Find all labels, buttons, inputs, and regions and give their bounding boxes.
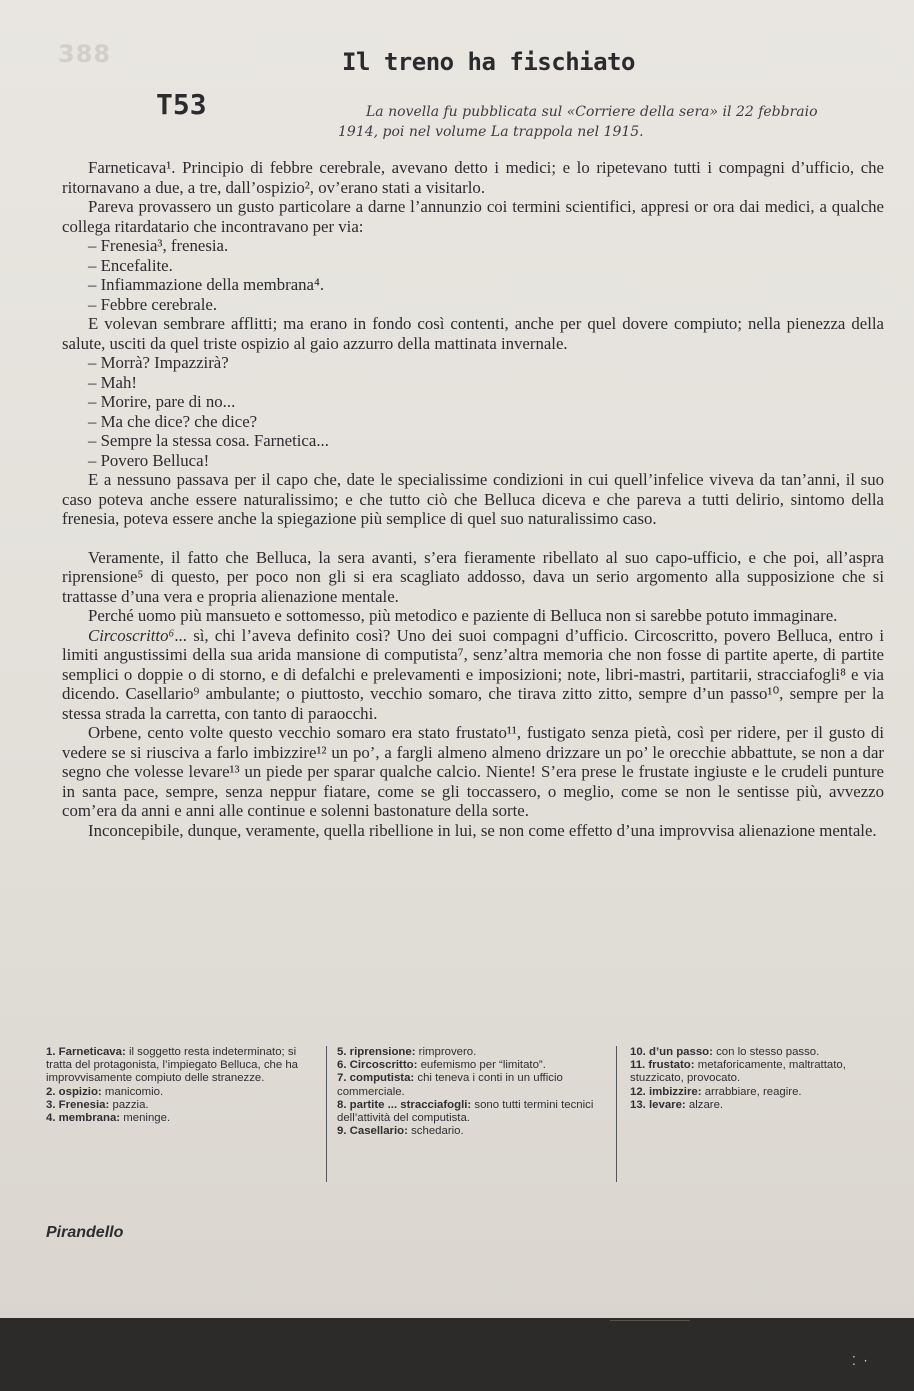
dialogue-line: – Mah!: [88, 372, 137, 392]
column-divider: [326, 1046, 327, 1182]
publication-note-line-2: 1914, poi nel volume La trappola nel 1915.: [338, 124, 644, 140]
column-divider: [616, 1046, 617, 1182]
paragraph: Pareva provassero un gusto particolare a darne l’annunzio coi termini scientifici, appresi or ora dai medici, a qualche collega ritardatario che incontravano per via:: [62, 197, 884, 236]
paragraph: E a nessuno passava per il capo che, date le specialissime condizioni in cui quell’infelice viveva da tan’anni, il suo caso poteva anche essere naturalissimo; e che tutto ciò che Belluca diceva e che pareva a tutti delirio, sintomo della frenesia, poteva essere anche la spiegazione più semplice di quel suo naturalissimo caso.: [62, 470, 884, 528]
footnotes-column-3: [630, 1046, 902, 1112]
paragraph: Farneticava¹. Principio di febbre cerebrale, avevano detto i medici; e lo ripetevano tutti i compagni d’ufficio, che ritornavano a due, a tre, dall’ospizio², ov’erano stati a visitarlo.: [62, 158, 884, 197]
paragraph: Perché uomo più mansueto e sottomesso, più metodico e paziente di Belluca non si sarebbe potuto immaginare.: [88, 606, 838, 625]
dialogue-line: – Febbre cerebrale.: [88, 294, 218, 314]
page-number: 388: [58, 40, 112, 68]
footnote: 13. levare: alzare.: [630, 1098, 724, 1111]
footnote: 6. Circoscritto: eufemismo per “limitato”.: [337, 1059, 546, 1072]
footnote: 9. Casellario: schedario.: [337, 1125, 464, 1138]
dialogue-line: – Povero Belluca!: [88, 450, 210, 470]
paragraph-text: ... sì, chi l’aveva definito così? Uno dei suoi compagni d’ufficio. Circoscritto, povero Belluca, entro i limiti angustissimi della sua arida mansione di computista⁷, senz’altra memoria che non fosse di partite aperte, di partite semplici o doppie o di storno, e di defalchi e prelevamenti e imposizioni; note, libri-mastri, partitarii, stracciafogli⁸ e via dicendo. Casellario⁹ ambulante; o piuttosto, vecchio somaro, che tirava zitto zitto, sempre d’un passo¹⁰, sempre per la stessa strada la carretta, con tanto di paraocchi.: [62, 625, 884, 723]
dialogue-line: – Morrà? Impazzirà?: [88, 353, 229, 372]
author-name: Pirandello: [46, 1224, 124, 1241]
footnotes-column-1: [46, 1046, 318, 1125]
dialogue-line: – Infiammazione della membrana⁴.: [88, 275, 325, 294]
footnote: 10. d’un passo: con lo stesso passo.: [630, 1046, 820, 1058]
dialogue-line: – Sempre la stessa cosa. Farnetica...: [88, 431, 329, 450]
dialogue-line: – Morire, pare di no...: [88, 392, 236, 411]
dots-icon: ⁚ ·: [852, 1354, 870, 1368]
paragraph: Veramente, il fatto che Belluca, la sera avanti, s’era fieramente ribellato al suo capo-ufficio, e che poi, all’aspra riprensione⁵ di questo, per poco non gli si era scagliato addosso, dava un serio argomento alla supposizione che si trattasse d’una vera e propria alienazione mentale.: [62, 547, 884, 606]
text-code: T53: [156, 88, 207, 121]
footnote: 12. imbizzire: arrabbiare, reagire.: [630, 1085, 802, 1098]
paragraph: Orbene, cento volte questo vecchio somaro era stato frustato¹¹, fustigato senza pietà, così per ridere, per il gusto di vedere se si riusciva a farlo imbizzire¹² un po’, a fargli almeno almeno drizzare un po’ le orecchie abbattute, se non a dar segno che volesse levare¹³ un piede per sparar qualche calcio. Niente! S’era prese le frustate ingiuste e le crudeli punture in santa pace, sempre, senza neppur fiatare, come se gli toccassero, o meglio, come se non le sentisse più, avvezzo com’era da anni e anni alle continue e solenni bastonature della sorte.: [62, 723, 884, 820]
dialogue-line: – Encefalite.: [88, 255, 173, 275]
footnote: 4. membrana: meninge.: [46, 1112, 171, 1125]
paragraph: Inconcepibile, dunque, veramente, quella ribellione in lui, se non come effetto d’una improvvisa alienazione mentale.: [88, 820, 877, 840]
footnote: 11. frustato: metaforicamente, maltrattato, stuzzicato, provocato.: [630, 1059, 846, 1085]
paragraph: E volevan sembrare afflitti; ma erano in fondo così contenti, anche per quel dovere compiuto; nella pienezza della salute, usciti da quel triste ospizio al gaio azzurro della mattinata invernale.: [62, 314, 884, 353]
dialogue-line: – Ma che dice? che dice?: [88, 411, 258, 431]
footnotes-column-2: [337, 1046, 609, 1138]
italic-term: Circoscritto⁶: [88, 625, 175, 645]
dialogue-line: – Frenesia³, frenesia.: [88, 236, 229, 255]
divider-line: [610, 1320, 690, 1321]
publication-note-line-1: La novella fu pubblicata sul «Corriere della sera» il 22 febbraio: [366, 104, 818, 120]
footnote: 5. riprensione: rimprovero.: [337, 1046, 477, 1058]
paragraph-gap: [62, 529, 884, 548]
footnote: 8. partite ... stracciafogli: sono tutti termini tecnici dell’attività del computista.: [337, 1098, 594, 1125]
footnote: 1. Farneticava: il soggetto resta indeterminato; si tratta del protagonista, l’impiegato Belluca, che ha improvvisamente compiuto delle stranezze.: [46, 1046, 299, 1085]
footnote: 3. Frenesia: pazzia.: [46, 1098, 149, 1111]
paragraph: [62, 626, 884, 724]
footnote: 7. computista: chi teneva i conti in un ufficio commerciale.: [337, 1072, 563, 1098]
story-title: Il treno ha fischiato: [342, 48, 635, 76]
story-body: [62, 158, 884, 840]
footnote: 2. ospizio: manicomio.: [46, 1085, 164, 1098]
